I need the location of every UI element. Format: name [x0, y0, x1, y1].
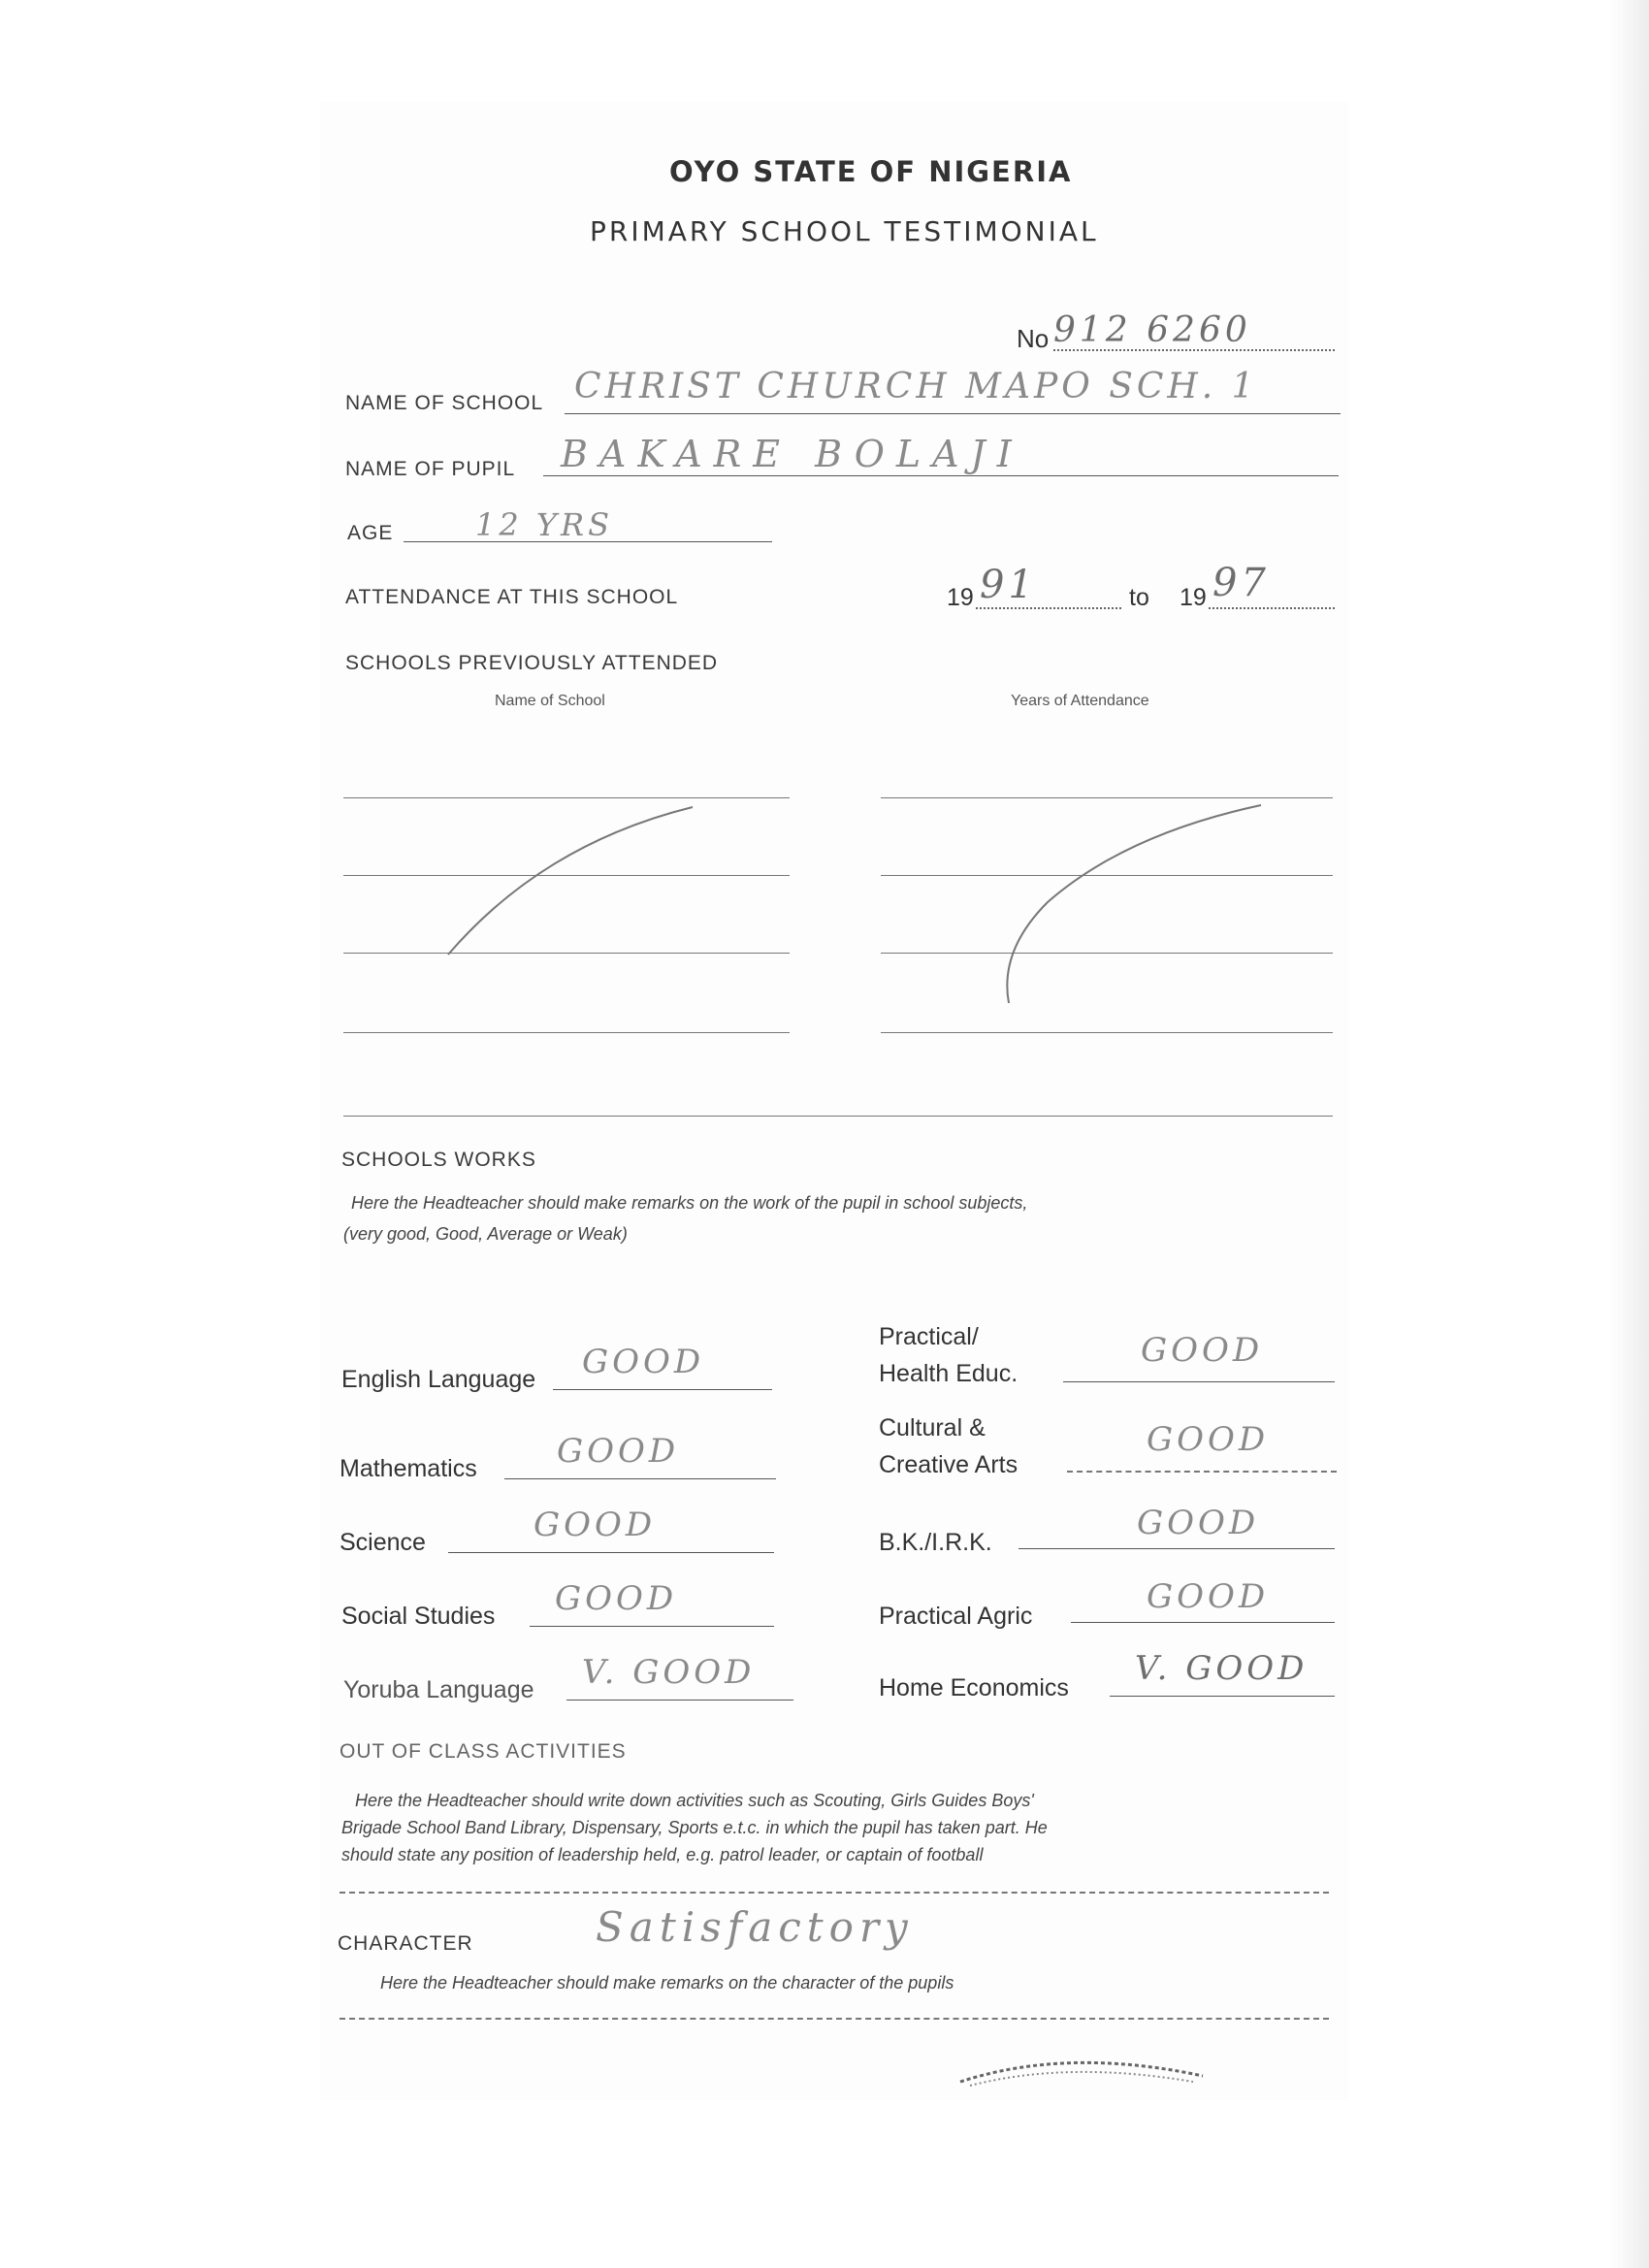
- grade-science: GOOD: [534, 1506, 657, 1544]
- school-works-instruction-2: (very good, Good, Average or Weak): [343, 1224, 628, 1244]
- attendance-label: ATTENDANCE AT THIS SCHOOL: [345, 586, 679, 608]
- out-of-class-instruction-3: should state any position of leadership held, e.g. patrol leader, or captain of football: [341, 1845, 984, 1864]
- out-of-class-instruction-1: Here the Headteacher should write down activities such as Scouting, Girls Guides Boys': [355, 1791, 1034, 1810]
- pupil-name-value: BAKARE BOLAJI: [561, 433, 1023, 475]
- attendance-from-value: 91: [980, 563, 1037, 607]
- col-years-of-attendance: Years of Attendance: [1011, 693, 1149, 709]
- attendance-to-prefix: 19: [1180, 584, 1207, 611]
- out-of-class-heading: OUT OF CLASS ACTIVITIES: [340, 1740, 627, 1763]
- subject-science: Science: [340, 1529, 426, 1556]
- subject-home-economics: Home Economics: [879, 1674, 1069, 1701]
- subject-social-studies: Social Studies: [341, 1603, 496, 1630]
- character-instruction: Here the Headteacher should make remarks on the character of the pupils: [380, 1973, 954, 1993]
- serial-number: 912 6260: [1053, 310, 1251, 350]
- school-name-label: NAME OF SCHOOL: [345, 392, 544, 414]
- subject-bk-irk: B.K./I.R.K.: [879, 1529, 992, 1556]
- age-label: AGE: [347, 522, 394, 544]
- grade-home-economics: V. GOOD: [1135, 1649, 1309, 1688]
- attendance-from-prefix: 19: [947, 584, 974, 611]
- grade-mathematics: GOOD: [557, 1432, 680, 1471]
- stamp-arc-inner: [970, 2072, 1193, 2086]
- school-name-value: CHRIST CHURCH MAPO SCH. 1: [574, 367, 1258, 406]
- subject-cultural-arts-1: Cultural &: [879, 1414, 986, 1442]
- character-value: Satisfactory: [596, 1903, 914, 1951]
- subject-practical-agric: Practical Agric: [879, 1603, 1033, 1630]
- grade-social-studies: GOOD: [555, 1579, 678, 1618]
- out-of-class-instruction-2: Brigade School Band Library, Dispensary, Sports e.t.c. in which the pupil has taken part. He: [341, 1818, 1048, 1837]
- subject-english: English Language: [341, 1366, 536, 1393]
- grade-cultural-arts: GOOD: [1147, 1420, 1270, 1459]
- attendance-to-value: 97: [1212, 561, 1270, 605]
- subject-practical-health-1: Practical/: [879, 1323, 979, 1350]
- school-works-heading: SCHOOLS WORKS: [341, 1149, 536, 1171]
- serial-label: No: [1017, 324, 1050, 353]
- subject-yoruba: Yoruba Language: [343, 1676, 534, 1703]
- attendance-to-label: to: [1129, 584, 1149, 611]
- grade-yoruba: V. GOOD: [582, 1653, 756, 1692]
- state-heading: OYO STATE OF NIGERIA: [669, 155, 1073, 188]
- pupil-name-label: NAME OF PUPIL: [345, 458, 516, 480]
- grade-english: GOOD: [582, 1343, 705, 1381]
- grade-practical-health: GOOD: [1141, 1331, 1264, 1370]
- subject-practical-health-2: Health Educ.: [879, 1360, 1018, 1387]
- document-title: PRIMARY SCHOOL TESTIMONIAL: [590, 215, 1099, 247]
- age-value: 12 YRS: [475, 506, 614, 543]
- subject-mathematics: Mathematics: [340, 1455, 477, 1482]
- character-heading: CHARACTER: [338, 1932, 473, 1955]
- col-name-of-school: Name of School: [495, 693, 605, 709]
- previous-schools-heading: SCHOOLS PREVIOUSLY ATTENDED: [345, 652, 719, 674]
- school-works-instruction-1: Here the Headteacher should make remarks on the work of the pupil in school subjects,: [351, 1193, 1028, 1213]
- grade-practical-agric: GOOD: [1147, 1577, 1270, 1616]
- grade-bk-irk: GOOD: [1137, 1504, 1260, 1542]
- subject-cultural-arts-2: Creative Arts: [879, 1451, 1018, 1478]
